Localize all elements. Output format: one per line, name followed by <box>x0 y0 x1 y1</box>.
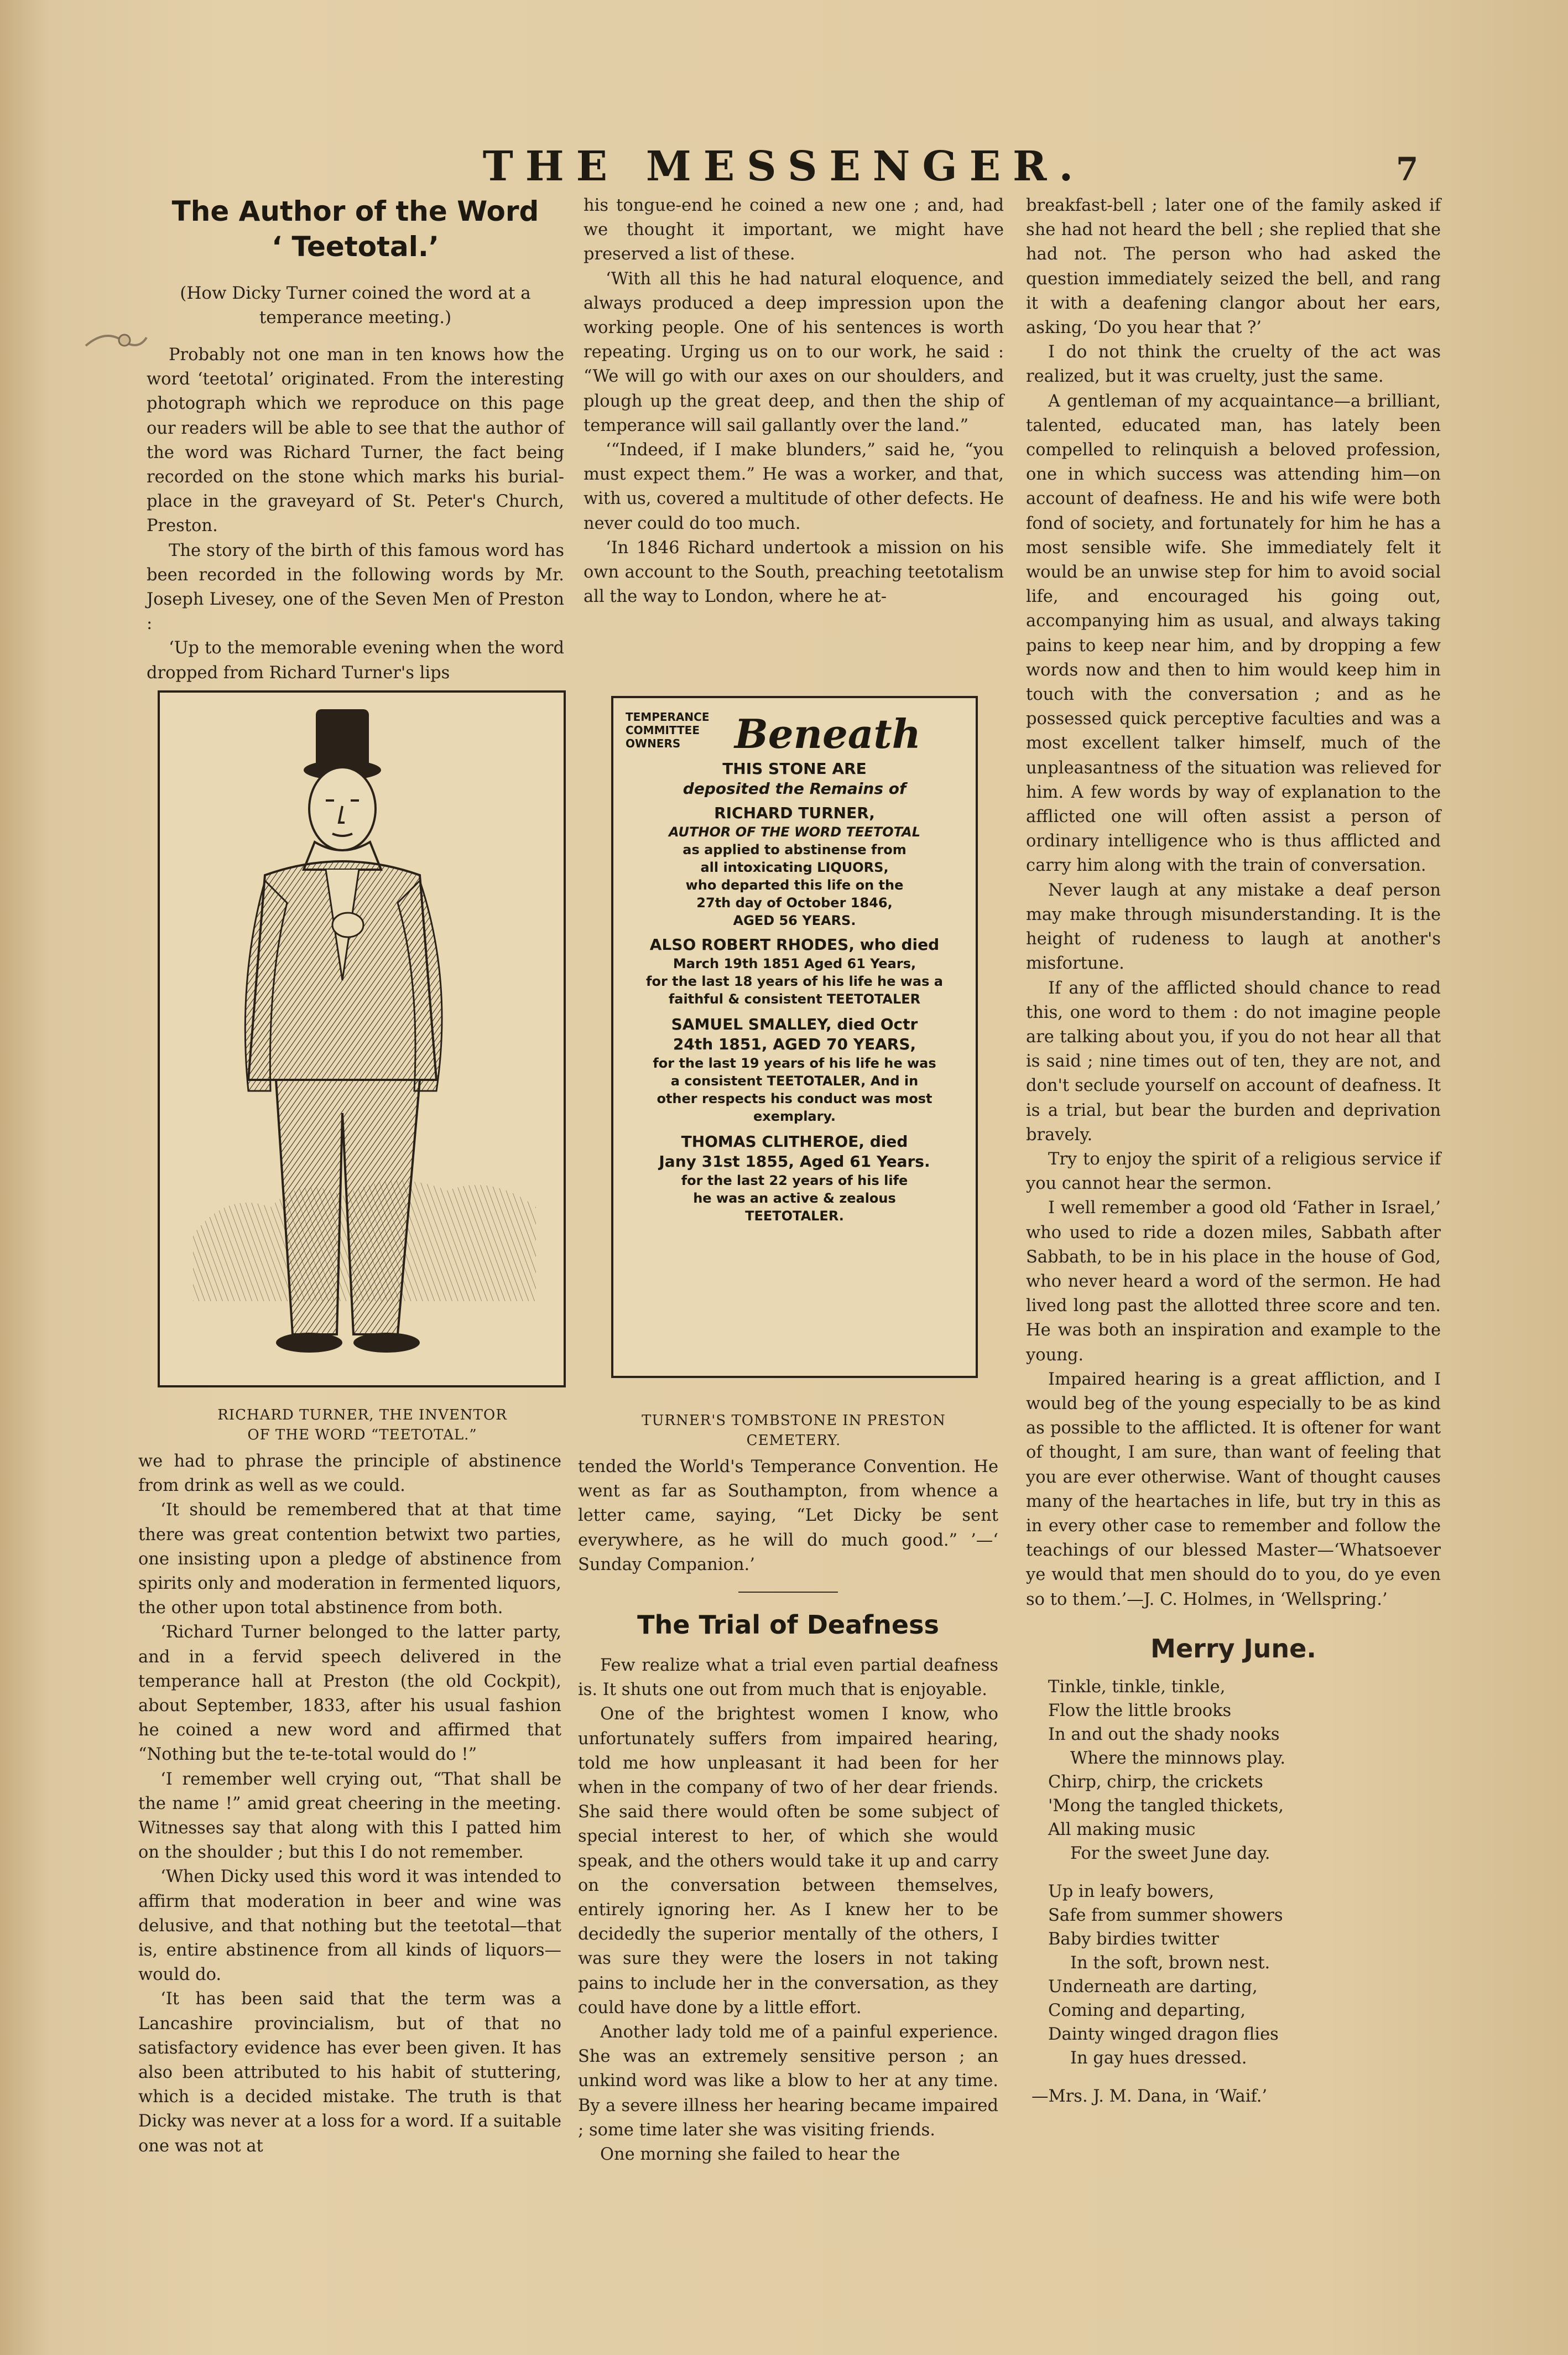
paragraph: Another lady told me of a painful experience. She was an extremely sensitive person ; an unkind word was like a blow to her at any time. By a severe illness her hearing became impaired ; some time later she was visiting friends. <box>578 2023 998 2140</box>
paragraph: A gentleman of my acquaintance—a brilliant, talented, educated man, has lately been compelled to relinquish a beloved profession, one in which success was attending him—on account of deafness. He and his wife were both fond of society, and fortunately for him he has a most sensible wife. She immediately felt it would be an unwise step for him to avoid social life, and encouraged his going out, accompanying him as usual, and always taking pains to keep near him, and by dropping a few words now and then to him would keep him in touch with the conversation ; and as he possessed quick perceptive faculties and was a most excellent talker himself, much of the unpleasantness of the situation was relieved for him. A few words by way of explanation to the afflicted one will often assist a person of ordinary intelligence who is thus afflicted and carry him along with the train of conversation. <box>1026 391 1441 876</box>
paragraph: I well remember a good old ‘Father in Israel,’ who used to ride a dozen miles, Sabbath after Sabbath, to be in his place in the house of God, who never heard a word of the sermon. He had lived long past the allotted three score and ten. He was both an inspiration and example to the young. <box>1026 1198 1441 1365</box>
article-teetotal-top <box>147 194 564 685</box>
masthead: THE MESSENGER. <box>482 143 1086 190</box>
thread-mark <box>83 324 149 357</box>
figure-caption-tombstone: TURNER'S TOMBSTONE IN PRESTON CEMETERY. <box>642 1412 946 1449</box>
paragraph: The story of the birth of this famous word has been recorded in the following words by Mr. Joseph Livesey, one of the Seven Men of Preston : <box>147 540 564 634</box>
poem-stanza-1: Tinkle, tinkle, tinkle, Flow the little brooks In and out the shady nooks Where the minnows play. Chirp, chirp, the crickets 'Mong the tangled thickets, All making music For the sweet June day. <box>1048 1677 1286 1863</box>
article-teetotal-subtitle: (How Dicky Turner coined the word at a temperance meeting.) <box>180 283 531 327</box>
paragraph: ‘It has been said that the term was a Lancashire provincialism, but of that no satisfactory evidence has ever been given. It has also been attributed to his habit of stuttering, which is a decided mistake. The truth is that Dicky was never at a loss for a word. If a suitable one was not at <box>138 1989 561 2156</box>
paragraph: I do not think the cruelty of the act was realized, but it was cruelty, just the same. <box>1026 342 1441 387</box>
paragraph: Try to enjoy the spirit of a religious service if you cannot hear the sermon. <box>1026 1149 1441 1194</box>
divider <box>738 1592 838 1593</box>
stone-beneath: Beneath <box>734 710 921 757</box>
paragraph: ‘“Indeed, if I make blunders,” said he, “you must expect them.” He was a worker, and that, with us, covered a multitude of other defects. He never could do too much. <box>584 440 1004 533</box>
article-teetotal-lower <box>138 1449 561 2159</box>
tombstone-illustration: TEMPERANCE COMMITTEE OWNERS Beneath THIS STONE ARE deposited the Remains of RICHARD TURNER, AUTHOR OF THE WORD TEETOTAL as applied to abstinense from all intoxicating LIQUORS, who departed this life on the 27th day of October 1846, AGED 56 YEARS. ALSO ROBERT RHODES, who died March 19th 1851 Aged 61 Years, for the last 18 years of his life he was a faithful & consistent TEETOTALER SAMUEL SMALLEY, died Octr 24th 1851, AGED 70 YEARS, for the last 19 years of his life he was a consistent TEETOTALER, And in other respects his conduct was most exemplary. THOMAS CLITHEROE, died Jany 31st 1855, Aged 61 Years. for the last 22 years of his life he was an active & zealous TEETOTALER. <box>611 696 978 1378</box>
paragraph: we had to phrase the principle of abstinence from drink as well as we could. <box>138 1452 561 1496</box>
paragraph: ‘It should be remembered that at that time there was great contention betwixt two parties, one insisting upon a pledge of abstinence from spirits only and moderation in fermented liquors, the other upon total abstinence from both. <box>138 1500 561 1618</box>
paragraph: ‘Up to the memorable evening when the word dropped from Richard Turner's lips <box>147 638 564 683</box>
paragraph: ‘With all this he had natural eloquence, and always produced a deep impression upon the working people. One of his sentences is worth repeating. Urging us on to our work, he said : “We will go with our axes on our shoulders, and plough up the great deep, and then the ship of temperance will sail gallantly over the land.” <box>584 269 1004 435</box>
paragraph: tended the World's Temperance Convention. He went as far as Southampton, from whence a letter came, saying, “Let Dicky be sent everywhere, as he will do much good.” ’—‘ Sunday Companion.’ <box>578 1457 998 1574</box>
paragraph: Few realize what a trial even partial deafness is. It shuts one out from much that is enjoyable. <box>578 1656 998 1700</box>
poem-title: Merry June. <box>1150 1633 1316 1663</box>
paragraph: ‘I remember well crying out, “That shall be the name !” amid great cheering in the meeting. Witnesses say that along with this I patted him on the shoulder ; but this I do not remember. <box>138 1769 561 1863</box>
figure-caption-turner: RICHARD TURNER, THE INVENTOR OF THE WORD “TEETOTAL.” <box>217 1407 507 1443</box>
paragraph: One morning she failed to hear the <box>600 2145 900 2165</box>
paragraph: ‘When Dicky used this word it was intended to affirm that moderation in beer and wine was delusive, and that nothing but the teetotal—that is, entire abstinence from all kinds of liquors—would do. <box>138 1867 561 1985</box>
article-teetotal-continued <box>584 194 1004 609</box>
paragraph: ‘Richard Turner belonged to the latter party, and in a fervid speech delivered in the temperance hall at Preston (the old Cockpit), about September, 1833, after his usual fashion he coined a new word and affirmed that “Nothing but the te-te-total would do !” <box>138 1623 561 1765</box>
stone-corner-text: TEMPERANCE COMMITTEE OWNERS <box>626 710 710 750</box>
paragraph: Probably not one man in ten knows how the word ‘teetotal’ originated. From the interesting photograph which we reproduce on this page our readers will be able to see that the author of the word was Richard Turner, the fact being recorded on the stone which marks his burial-place in the graveyard of St. Peter's Church, Preston. <box>147 345 564 536</box>
portrait-illustration <box>160 693 564 1385</box>
poem-attribution: —Mrs. J. M. Dana, in ‘Waif.’ <box>1032 2086 1268 2106</box>
paragraph: One of the brightest women I know, who unfortunately suffers from impaired hearing, told me how unpleasant it had been for her when in the company of two of her dear friends. She said there would often be some subject of special interest to her, of which she would speak, and the others would take it up and carry on the conversation between themselves, entirely ignoring her. As I knew her to be decidedly the superior mentally of the others, I was sure they were the losers in not taking pains to include her in the conversation, as they could have done by a little effort. <box>578 1704 998 2018</box>
article-deafness <box>578 1455 998 2167</box>
paragraph: Impaired hearing is a great affliction, and I would beg of the young especially to be as kind as possible to the afflicted. It is oftener for want of thought, I am sure, than want of feeling that you are ever otherwise. Want of thought causes many of the heartaches in life, but try in this as in every other case to remember and follow the teachings of our blessed Master—‘Whatsoever ye would that men should do to you, do ye even so to them.’—J. C. Holmes, in ‘Wellspring.’ <box>1026 1369 1441 1609</box>
paragraph: ‘In 1846 Richard undertook a mission on his own account to the South, preaching teetotalism all the way to London, where he at- <box>584 538 1004 607</box>
paragraph: If any of the afflicted should chance to read this, one word to them : do not imagine people are talking about you, if you do not hear all that is said ; nine times out of ten, they are not, and don't seclude yourself on account of deafness. It is a trial, but bear the burden and deprivation bravely. <box>1026 978 1441 1145</box>
paragraph: his tongue-end he coined a new one ; and, had we thought it important, we might have preserved a list of these. <box>584 196 1004 264</box>
article-deafness-continued <box>1026 194 1441 2109</box>
poem-stanza-2: Up in leafy bowers, Safe from summer showers Baby birdies twitter In the soft, brown nest. Underneath are darting, Coming and departing, Dainty winged dragon flies In gay hues dressed. <box>1048 1881 1283 2068</box>
paragraph: breakfast-bell ; later one of the family asked if she had not heard the bell ; she replied that she had not. The person who had asked the question immediately seized the bell, and rang it with a deafening clangor about her ears, asking, ‘Do you hear that ?’ <box>1026 196 1441 338</box>
richard-turner-engraving <box>158 690 566 1387</box>
article-teetotal-title: The Author of the Word ‘ Teetotal.’ <box>171 195 539 263</box>
paragraph: Never laugh at any mistake a deaf person may make through misunderstanding. It is the height of rudeness to laugh at another's misfortune. <box>1026 880 1441 974</box>
article-deafness-title: The Trial of Deafness <box>637 1610 939 1640</box>
page-number: 7 <box>1396 150 1419 188</box>
